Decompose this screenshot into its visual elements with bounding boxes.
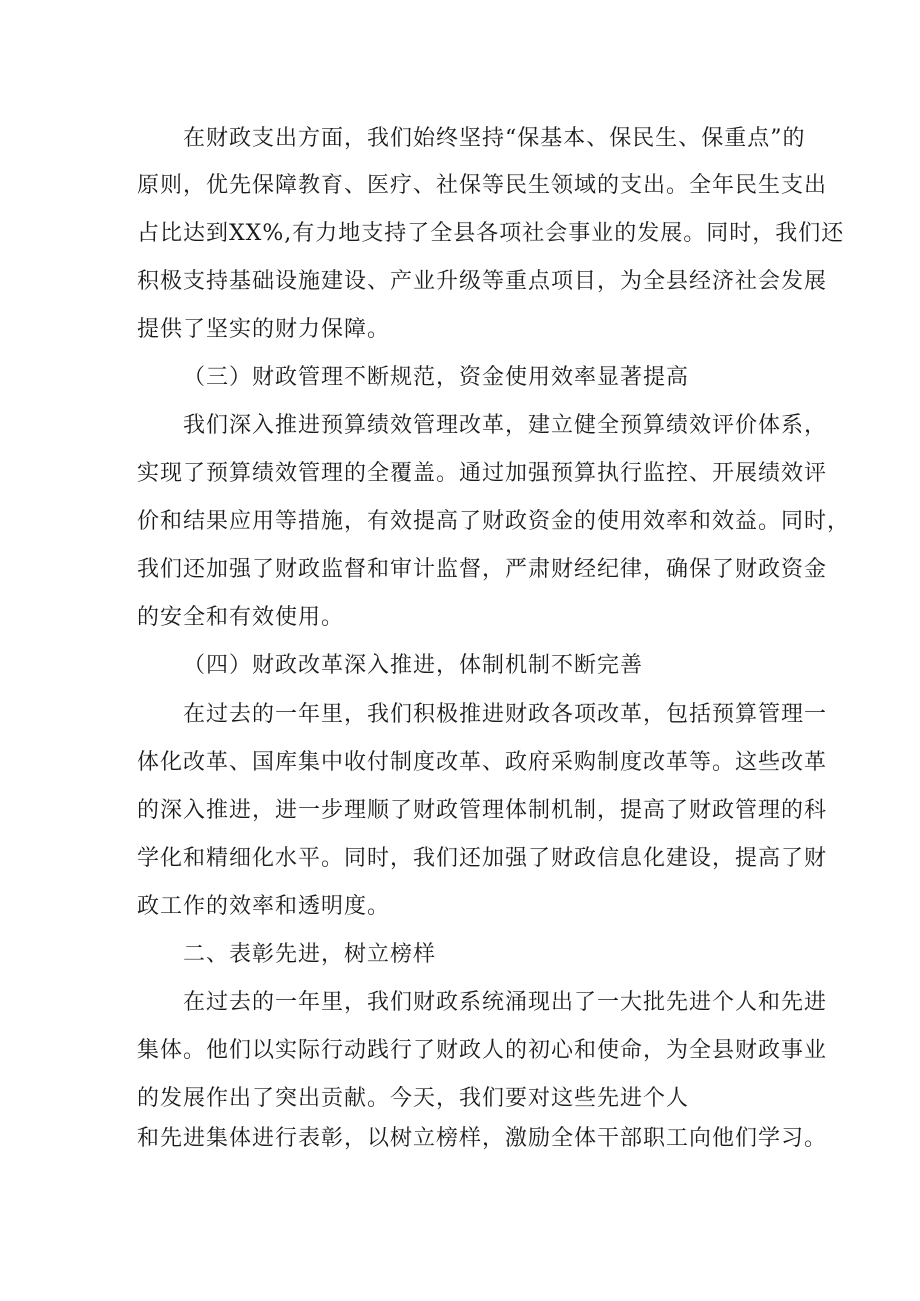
paragraph-line-14: 学化和精细化水平。同时，我们还加强了财政信息化建设，提高了财 [137, 846, 828, 871]
section-heading-2: 二、表彰先进，树立榜样 [183, 942, 437, 967]
paragraph-line-10: 的安全和有效使用。 [137, 605, 345, 630]
paragraph-line-17: 集体。他们以实际行动践行了财政人的初心和使命，为全县财政事业 [137, 1038, 828, 1063]
paragraph-line-19: 和先进集体进行表彰，以树立榜样，激励全体干部职工向他们学习。 [137, 1126, 828, 1151]
paragraph-line-7: 实现了预算绩效管理的全覆盖。通过加强预算执行监控、开展绩效评 [137, 461, 828, 486]
paragraph-line-6: 我们深入推进预算绩效管理改革，建立健全预算绩效评价体系， [183, 413, 828, 438]
section-heading-4: （四）财政改革深入推进，体制机制不断完善 [183, 653, 644, 678]
section-heading-3: （三）财政管理不断规范，资金使用效率显著提高 [183, 365, 690, 390]
paragraph-line-8: 价和结果应用等措施，有效提高了财政资金的使用效率和效益。同时， [137, 509, 851, 534]
paragraph-line-4: 积极支持基础设施建设、产业升级等重点项目，为全县经济社会发展 [137, 269, 828, 294]
paragraph-line-13: 的深入推进，进一步理顺了财政管理体制机制，提高了财政管理的科 [137, 798, 828, 823]
paragraph-line-11: 在过去的一年里，我们积极推进财政各项改革，包括预算管理一 [183, 702, 828, 727]
paragraph-line-5: 提供了坚实的财力保障。 [137, 317, 391, 342]
paragraph-line-18: 的发展作出了突出贡献。今天，我们要对这些先进个人 [137, 1086, 690, 1111]
paragraph-line-9: 我们还加强了财政监督和审计监督，严肃财经纪律，确保了财政资金 [137, 557, 828, 582]
paragraph-line-1: 在财政支出方面，我们始终坚持“保基本、保民生、保重点”的 [183, 126, 806, 151]
paragraph-line-3: 占比达到XX%,有力地支持了全县各项社会事业的发展。同时，我们还 [137, 221, 845, 246]
paragraph-line-12: 体化改革、国库集中收付制度改革、政府采购制度改革等。这些改革 [137, 750, 828, 775]
paragraph-line-2: 原则，优先保障教育、医疗、社保等民生领域的支出。全年民生支出 [137, 173, 828, 198]
paragraph-line-15: 政工作的效率和透明度。 [137, 894, 391, 919]
paragraph-line-16: 在过去的一年里，我们财政系统涌现出了一大批先进个人和先进 [183, 990, 828, 1015]
